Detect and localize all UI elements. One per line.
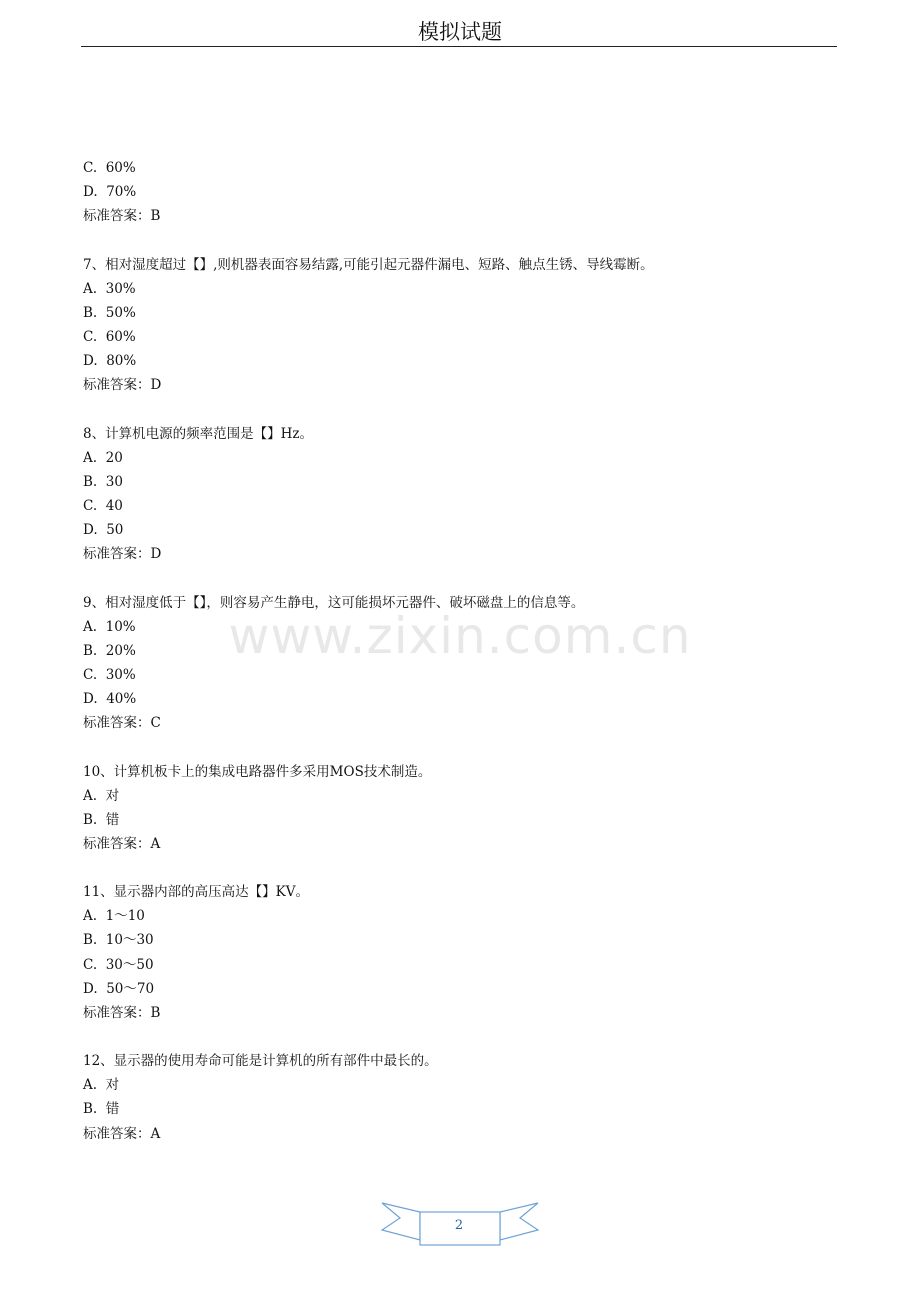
answer-line: 标准答案：D <box>83 377 162 394</box>
option: C. 30% <box>83 666 136 683</box>
option: A. 20 <box>83 449 123 466</box>
question-11 <box>83 880 843 1025</box>
option: C. 60% <box>83 328 136 345</box>
question-8 <box>83 422 843 567</box>
question-stem: 10、计算机板卡上的集成电路器件多采用MOS技术制造。 <box>83 763 432 780</box>
answer-line: 标准答案：A <box>83 835 161 852</box>
answer-line: 标准答案：B <box>83 208 161 225</box>
answer-line: 标准答案：B <box>83 1004 161 1021</box>
question-10 <box>83 760 843 856</box>
option: C. 40 <box>83 497 123 514</box>
option: D. 50～70 <box>83 980 155 997</box>
option: B. 20% <box>83 642 136 659</box>
answer-line: 标准答案：A <box>83 1125 161 1142</box>
answer-line: 标准答案：D <box>83 546 162 563</box>
answer-line: 标准答案：C <box>83 715 161 732</box>
header-divider <box>81 46 837 47</box>
option: B. 错 <box>83 811 120 828</box>
option: C. 30～50 <box>83 956 154 973</box>
option: D. 70% <box>83 184 137 201</box>
continuation-block <box>83 156 843 228</box>
question-12 <box>83 1049 843 1145</box>
option: A. 30% <box>83 280 136 297</box>
question-stem: 12、显示器的使用寿命可能是计算机的所有部件中最长的。 <box>83 1053 438 1070</box>
option: B. 10～30 <box>83 932 154 949</box>
option: D. 50 <box>83 522 124 538</box>
option: C. 60% <box>83 160 136 176</box>
option: A. 10% <box>83 618 136 635</box>
option: A. 对 <box>83 1077 120 1094</box>
option: B. 错 <box>83 1101 120 1118</box>
question-7 <box>83 253 843 398</box>
page-number: 2 <box>454 1218 464 1233</box>
option: D. 40% <box>83 690 137 707</box>
option: B. 30 <box>83 473 123 490</box>
option: A. 对 <box>83 787 120 804</box>
question-stem: 11、显示器内部的高压高达【】KV。 <box>83 884 310 901</box>
option: D. 80% <box>83 353 137 370</box>
option: A. 1～10 <box>83 908 145 925</box>
page-header-title: 模拟试题 <box>418 20 502 44</box>
question-stem: 8、计算机电源的频率范围是【】Hz。 <box>83 425 313 442</box>
question-stem: 9、相对湿度低于【】，则容易产生静电，这可能损坏元器件、破坏磁盘上的信息等。 <box>83 594 585 611</box>
question-stem: 7、相对湿度超过【】,则机器表面容易结露,可能引起元器件漏电、短路、触点生锈、导线霉断。 <box>83 256 654 273</box>
watermark: www.zixin.com.cn <box>228 607 692 665</box>
option: B. 50% <box>83 304 136 321</box>
